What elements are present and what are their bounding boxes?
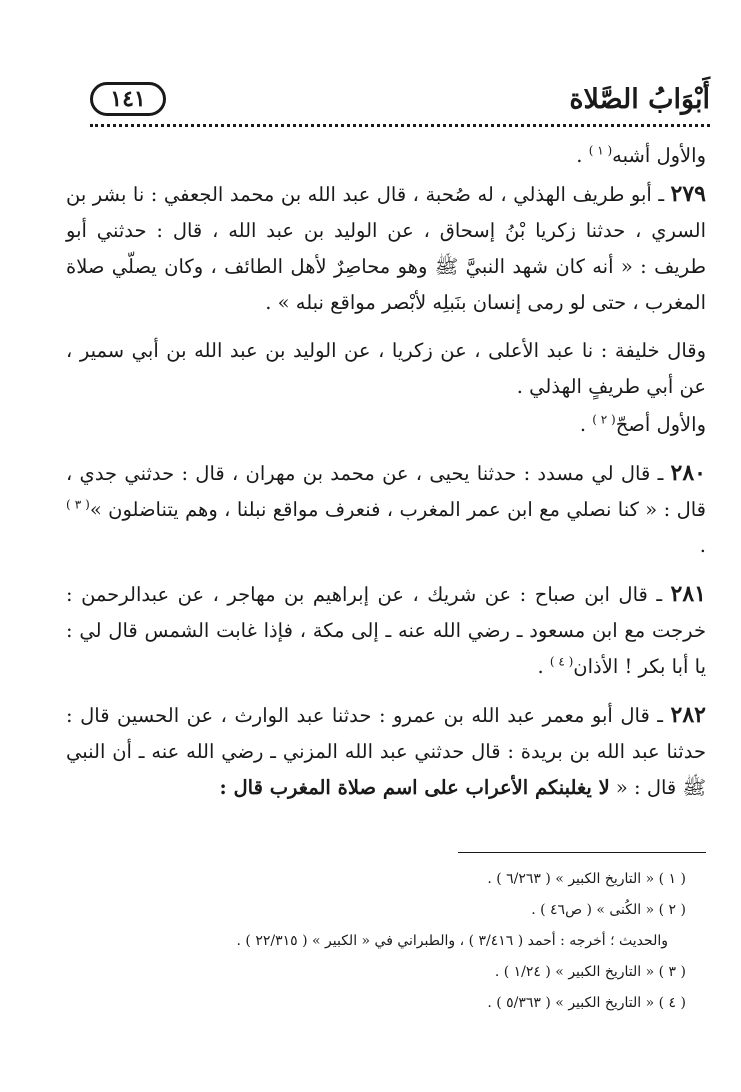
page-number: ١٤١ xyxy=(90,82,166,116)
running-title: أَبْوَابُ الصَّلاة xyxy=(569,84,710,115)
hadith-number: ٢٧٩ xyxy=(670,181,706,207)
paragraph-end: . xyxy=(537,655,550,678)
page-header xyxy=(90,82,710,122)
paragraph xyxy=(66,333,706,405)
footnotes xyxy=(66,864,686,1019)
hadith-paragraph xyxy=(66,455,706,564)
paragraph-text: ـ أبو طريف الهذلي ، له صُحبة ، قال عبد الله بن محمد الجعفي : نا بشر بن السري ، حدثنا زكريا بْنُ إسحاق ، عن الوليد بن عبد الله ، قال : حدثني أبو طريف : « أنه كان شهد النبيَّ ﷺ وهو محاصِرٌ لأهل الطائف ، وكان يصلّي صلاة المغرب ، حتى لو رمى إنسان بنَبلِه لأبْصر مواقع نبله » . xyxy=(66,183,706,314)
footnote-ref: ( ٤ ) xyxy=(549,654,574,669)
paragraph-end: . xyxy=(576,144,589,167)
hadith-number: ٢٨٠ xyxy=(670,460,706,486)
hadith-number: ٢٨٢ xyxy=(670,702,706,728)
paragraph xyxy=(66,407,706,443)
hadith-paragraph xyxy=(66,576,706,685)
header-divider xyxy=(90,124,710,127)
paragraph-end: . xyxy=(699,534,706,557)
bold-quote: لا يغلبنكم الأعراب على اسم صلاة المغرب قال : xyxy=(219,776,610,799)
paragraph-text: والأول أشبه xyxy=(612,144,706,167)
footnote-ref: ( ٢ ) xyxy=(592,412,616,427)
footnote-ref: ( ٣ ) xyxy=(66,497,90,512)
footnote-divider xyxy=(458,852,706,853)
hadith-paragraph xyxy=(66,176,706,321)
hadith-paragraph xyxy=(66,697,706,806)
hadith-number: ٢٨١ xyxy=(670,581,706,607)
footnote-ref: ( ١ ) xyxy=(588,143,613,158)
paragraph-text: ـ قال ابن صباح : عن شريك ، عن إبراهيم بن مهاجر ، عن عبدالرحمن : خرجت مع ابن مسعود ـ رضي الله عنه ـ إلى مكة ، فإذا غابت الشمس قال لي : يا أبا بكر ! الأذان xyxy=(66,583,706,678)
paragraph-text: ـ قال أبو معمر عبد الله بن عمرو : حدثنا عبد الوارث ، عن الحسين قال : حدثنا عبد الله بن بريدة : قال حدثني عبد الله المزني ـ رضي الله عنه ـ أن النبي ﷺ قال : « xyxy=(66,704,706,799)
footnote: ( ٢ ) « الكُنى » ( ص٤٦ ) . xyxy=(531,902,686,918)
footnote-continuation: والحديث ؛ أخرجه : أحمد ( ٣/٤١٦ ) ، والطبراني في « الكبير » ( ٢٢/٣١٥ ) . xyxy=(236,933,668,949)
paragraph-end: . xyxy=(579,413,593,436)
footnote: ( ١ ) « التاريخ الكبير » ( ٦/٢٦٣ ) . xyxy=(487,871,686,887)
footnote: ( ٤ ) « التاريخ الكبير » ( ٥/٣٦٣ ) . xyxy=(487,995,686,1011)
paragraph xyxy=(66,138,706,174)
paragraph-text: وقال خليفة : نا عبد الأعلى ، عن زكريا ، عن الوليد بن عبد الله بن أبي سمير ، عن أبي طريفٍ الهذلي . xyxy=(66,339,706,398)
footnote: ( ٣ ) « التاريخ الكبير » ( ١/٢٤ ) . xyxy=(494,964,686,980)
paragraph-text: والأول أصحّ xyxy=(615,413,706,436)
paragraph-text: ـ قال لي مسدد : حدثنا يحيى ، عن محمد بن مهران ، قال : حدثني جدي ، قال : « كنا نصلي مع ابن عمر المغرب ، فنعرف مواقع نبلنا ، وهم يتناضلون » xyxy=(66,462,706,521)
main-text xyxy=(66,138,706,818)
